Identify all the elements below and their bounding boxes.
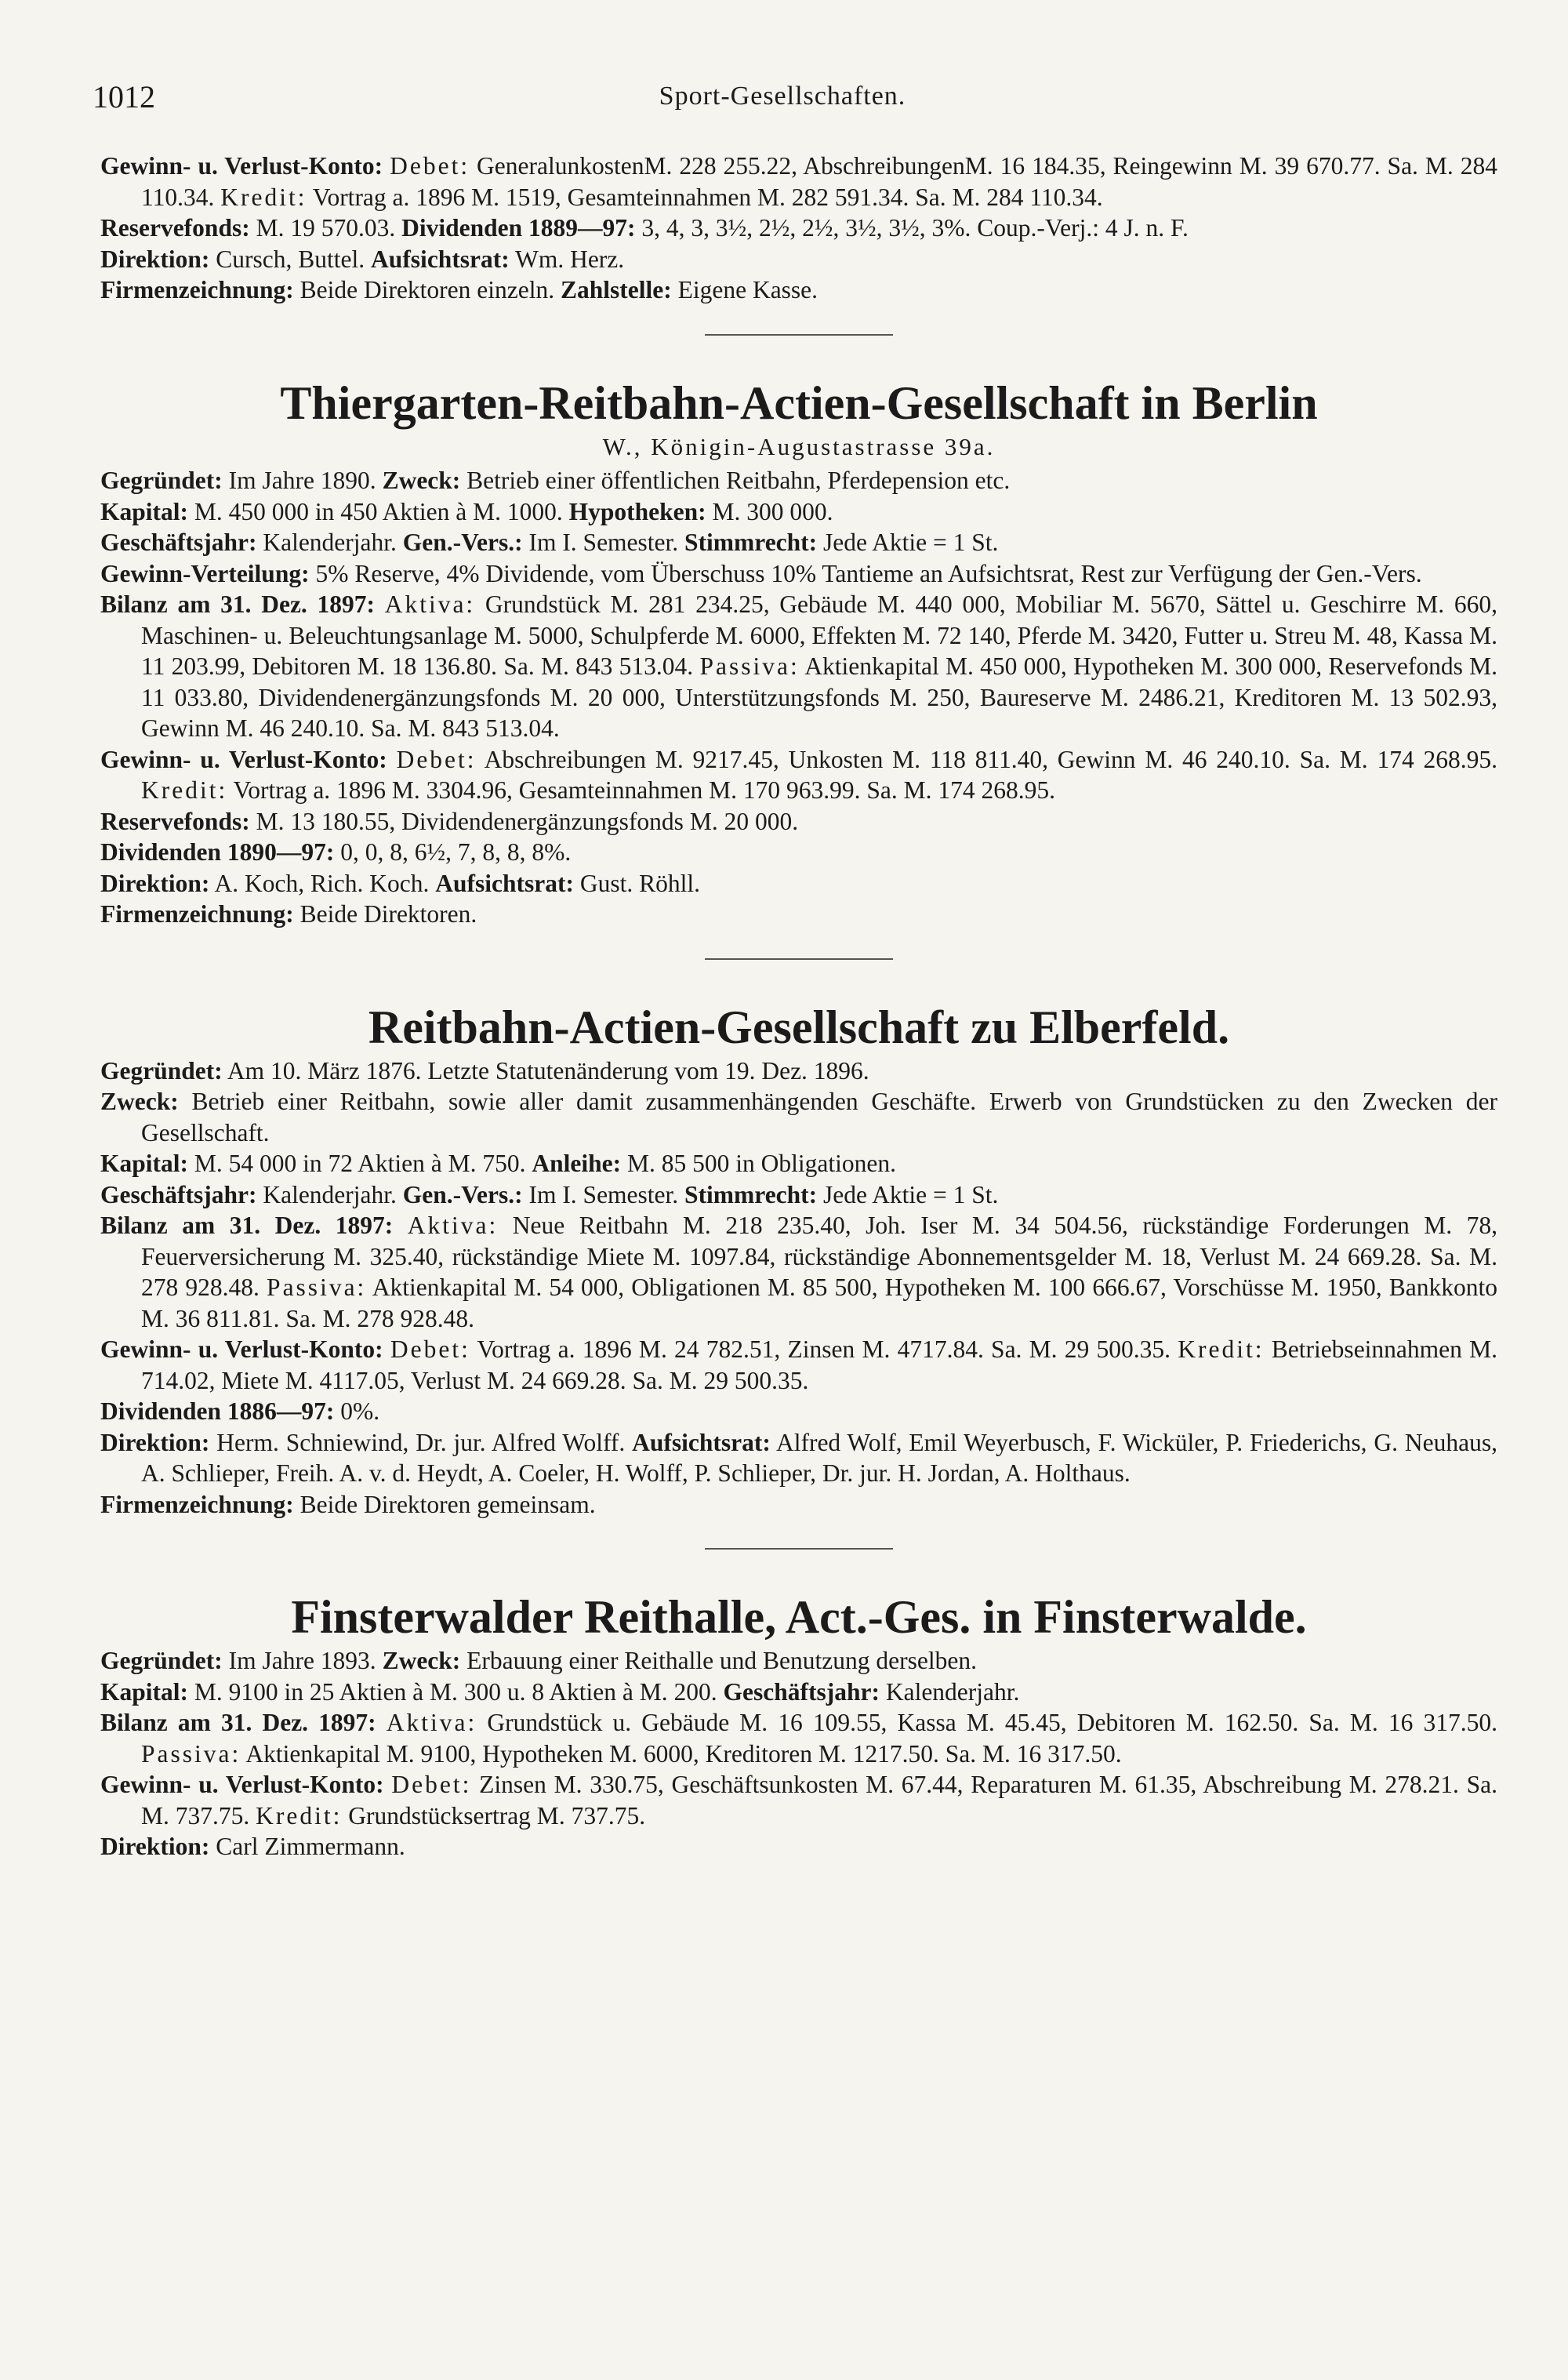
- bilanz: [100, 1707, 1497, 1769]
- reservefonds: [100, 806, 1497, 838]
- label: Aktiva:: [407, 1212, 499, 1239]
- label: Zweck:: [382, 1647, 461, 1674]
- label: Anleihe:: [532, 1150, 622, 1177]
- label: Zahlstelle:: [560, 276, 672, 303]
- label: Gegründet:: [100, 467, 223, 494]
- label: Passiva:: [267, 1274, 367, 1301]
- label: Debet:: [390, 1335, 470, 1363]
- gv-konto: [100, 151, 1497, 213]
- entry-elberfeld: [100, 999, 1497, 1521]
- label: Kapital:: [100, 497, 189, 525]
- label: Aufsichtsrat:: [435, 869, 574, 897]
- label: Direktion:: [100, 245, 210, 273]
- label: Direktion:: [100, 1428, 210, 1456]
- gegruendet: [100, 1645, 1497, 1677]
- label: Bilanz am 31. Dez. 1897:: [100, 590, 375, 618]
- text: Gust. Röhll.: [574, 869, 701, 897]
- label: Aufsichtsrat:: [371, 245, 510, 273]
- text: M. 13 180.55, Dividendenergänzungsfonds M. 20 000.: [249, 807, 799, 835]
- label: Gen.-Vers.:: [402, 1180, 523, 1208]
- gegruendet: [100, 465, 1497, 496]
- label: Firmenzeichnung:: [100, 1490, 294, 1518]
- label: Debet:: [391, 1771, 472, 1798]
- label: Reservefonds:: [100, 214, 250, 242]
- text: M. 85 500 in Obligationen.: [621, 1150, 896, 1177]
- text: Neue Reitbahn M. 218 235.40, Joh. Iser M. 34 504.56, rückständige Forderungen M. 78, Feuerversicherung M. 325.40, rückständige Miete M. 1097.84, rückständige Abonnementsgelder M. 18, Verlust M. 24 669.28. Sa. M. 278 928.48.: [141, 1212, 1497, 1301]
- text: 5% Reserve, 4% Dividende, vom Überschuss 10% Tantieme an Aufsichtsrat, Rest zur Verfügung der Gen.-Vers.: [309, 559, 1422, 587]
- text: M. 54 000 in 72 Aktien à M. 750.: [188, 1150, 532, 1177]
- text: Im Jahre 1893.: [222, 1647, 383, 1674]
- text: Vortrag a. 1896 M. 1519, Gesamteinnahmen M. 282 591.34. Sa. M. 284 110.34.: [307, 183, 1103, 211]
- text: 0, 0, 8, 6½, 7, 8, 8, 8%.: [334, 838, 572, 866]
- entry-finsterwalde: [100, 1589, 1497, 1862]
- text: GeneralunkostenM. 228 255.22, AbschreibungenM. 16 184.35, Reingewinn M. 39 670.77. Sa. M. 284 110.34.: [141, 152, 1498, 211]
- gv-konto: [100, 744, 1497, 806]
- label: Bilanz am 31. Dez. 1897:: [100, 1212, 394, 1239]
- bilanz: [100, 589, 1497, 744]
- label: Firmenzeichnung:: [100, 276, 294, 303]
- label: Dividenden 1886—97:: [100, 1397, 335, 1425]
- label: Gegründet:: [100, 1647, 223, 1674]
- label: Hypotheken:: [568, 497, 706, 525]
- text: Betrieb einer öffentlichen Reitbahn, Pferdepension etc.: [460, 467, 1011, 494]
- text: Carl Zimmermann.: [209, 1833, 405, 1860]
- label: Zweck:: [382, 467, 461, 494]
- text: A. Koch, Rich. Koch.: [209, 869, 436, 897]
- geschaeftsjahr: [100, 527, 1497, 558]
- label: Geschäftsjahr:: [100, 529, 257, 556]
- text: Aktienkapital M. 9100, Hypotheken M. 6000, Kreditoren M. 1217.50. Sa. M. 16 317.50.: [241, 1739, 1122, 1768]
- dividenden: [100, 837, 1497, 868]
- label: Debet:: [396, 745, 477, 773]
- label: Kapital:: [100, 1150, 189, 1177]
- label: Passiva:: [141, 1739, 241, 1768]
- text: Zinsen M. 330.75, Geschäftsunkosten M. 67.44, Reparaturen M. 61.35, Abschreibung M. 278.21. Sa. M. 737.75.: [141, 1771, 1497, 1830]
- text: Aktienkapital M. 450 000, Hypotheken M. 300 000, Reservefonds M. 11 033.80, Dividendenergänzungsfonds M. 20 000, Unterstützungsfonds M. 250, Baureserve M. 2486.21, Kreditoren M. 13 502.93, Gewinn M. 46 240.10. Sa. M. 843 513.04.: [141, 652, 1497, 742]
- text: M. 300 000.: [706, 497, 833, 525]
- direktion: [100, 1831, 1497, 1862]
- text: Im I. Semester.: [522, 529, 685, 556]
- kapital: [100, 496, 1497, 528]
- company-address: W., Königin-Augustastrasse 39a.: [602, 432, 996, 460]
- text: Alfred Wolf, Emil Weyerbusch, F. Wicküler, P. Friederichs, G. Neuhaus, A. Schlieper, Freih. A. v. d. Heydt, A. Coeler, H. Wolff, P. Schlieper, Dr. jur. H. Jordan, A. Holthaus.: [141, 1428, 1497, 1487]
- label: Dividenden 1889—97:: [401, 214, 636, 242]
- text: Grundstücksertrag M. 737.75.: [342, 1801, 646, 1830]
- label: Geschäftsjahr:: [100, 1180, 257, 1208]
- text: Beide Direktoren gemeinsam.: [293, 1490, 596, 1518]
- text: Jede Aktie = 1 St.: [817, 1180, 999, 1208]
- text: Kalenderjahr.: [879, 1677, 1020, 1706]
- text: Kalenderjahr.: [256, 1180, 403, 1208]
- gegruendet: [100, 1056, 1497, 1087]
- text: Aktienkapital M. 54 000, Obligationen M. 85 500, Hypotheken M. 100 666.67, Vorschüsse M. 1950, Bankkonto M. 36 811.81. Sa. M. 278 928.48.: [141, 1274, 1497, 1332]
- label: Zweck:: [100, 1088, 179, 1115]
- label: Reservefonds:: [100, 807, 250, 835]
- separator-rule: [705, 958, 893, 960]
- label: Dividenden 1890—97:: [100, 838, 335, 866]
- label: Stimmrecht:: [684, 529, 818, 556]
- page-number: 1012: [93, 79, 155, 114]
- label: Gewinn- u. Verlust-Konto:: [100, 1771, 384, 1798]
- text: Wm. Herz.: [509, 245, 625, 273]
- company-title: Finsterwalder Reithalle, Act.-Ges. in Finsterwalde.: [291, 1591, 1307, 1643]
- label: Kredit:: [141, 776, 228, 804]
- text: Im I. Semester.: [522, 1180, 685, 1208]
- text: Erbauung einer Reithalle und Benutzung derselben.: [460, 1647, 977, 1674]
- running-title: Sport-Gesellschaften.: [659, 82, 906, 111]
- text: Vortrag a. 1896 M. 24 782.51, Zinsen M. 4717.84. Sa. M. 29 500.35.: [470, 1335, 1178, 1363]
- direktion: [100, 1427, 1497, 1489]
- text: Betriebseinnahmen M. 714.02, Miete M. 4117.05, Verlust M. 24 669.28. Sa. M. 29 500.35.: [141, 1335, 1497, 1394]
- text: Grundstück M. 281 234.25, Gebäude M. 440 000, Mobiliar M. 5670, Sättel u. Geschirre M. 660, Maschinen- u. Beleuchtungsanlage M. 5000, Schulpferde M. 6000, Effekten M. 72 140, Pferde M. 3420, Futter u. Streu M. 48, Kassa M. 11 203.99, Debitoren M. 18 136.80. Sa. M. 843 513.04.: [141, 590, 1497, 680]
- text: 0%.: [334, 1397, 380, 1425]
- label: Debet:: [390, 152, 470, 180]
- separator-rule: [705, 1548, 893, 1550]
- bilanz: [100, 1210, 1497, 1334]
- zweck: [100, 1086, 1497, 1148]
- dividenden: [100, 1396, 1497, 1427]
- reservefonds: [100, 213, 1497, 244]
- text: Cursch, Buttel.: [209, 245, 372, 273]
- label: Direktion:: [100, 869, 210, 897]
- gv-konto: [100, 1769, 1497, 1831]
- label: Aktiva:: [386, 1709, 477, 1736]
- text: Vortrag a. 1896 M. 3304.96, Gesamteinnahmen M. 170 963.99. Sa. M. 174 268.95.: [227, 776, 1055, 804]
- direktion: [100, 868, 1497, 899]
- text: 3, 4, 3, 3½, 2½, 2½, 3½, 3½, 3%. Coup.-Verj.: 4 J. n. F.: [635, 214, 1189, 242]
- text: Eigene Kasse.: [671, 276, 818, 303]
- firmenzeichnung: [100, 899, 1497, 930]
- company-title: Reitbahn-Actien-Gesellschaft zu Elberfeld.: [368, 1001, 1230, 1053]
- entry-thiergarten: [100, 375, 1497, 930]
- direktion: [100, 244, 1497, 275]
- kapital: [100, 1677, 1497, 1708]
- text: Betrieb einer Reitbahn, sowie aller damit zusammenhängenden Geschäfte. Erwerb von Grundstücken zu den Zwecken der Gesellschaft.: [141, 1088, 1497, 1146]
- label: Gewinn- u. Verlust-Konto:: [100, 152, 383, 180]
- text: Beide Direktoren.: [293, 900, 477, 928]
- page-header: [93, 78, 1472, 125]
- label: Kredit:: [256, 1801, 343, 1830]
- content: [100, 151, 1497, 1862]
- firmenzeichnung: [100, 1489, 1497, 1521]
- label: Direktion:: [100, 1833, 210, 1860]
- label: Gewinn-Verteilung:: [100, 559, 310, 587]
- text: Am 10. März 1876. Letzte Statutenänderung vom 19. Dez. 1896.: [222, 1056, 869, 1085]
- label: Gewinn- u. Verlust-Konto:: [100, 745, 387, 773]
- text: Jede Aktie = 1 St.: [817, 529, 999, 556]
- label: Kredit:: [1178, 1335, 1265, 1363]
- text: Herm. Schniewind, Dr. jur. Alfred Wolff.: [209, 1428, 633, 1456]
- text: Im Jahre 1890.: [222, 467, 383, 494]
- label: Aktiva:: [384, 590, 476, 618]
- text: Kalenderjahr.: [256, 529, 403, 556]
- text: M. 19 570.03.: [249, 214, 402, 242]
- separator-rule: [705, 334, 893, 336]
- label: Geschäftsjahr:: [723, 1677, 880, 1706]
- text: M. 9100 in 25 Aktien à M. 300 u. 8 Aktien à M. 200.: [188, 1677, 724, 1706]
- gewinn-verteilung: [100, 558, 1497, 590]
- text: Grundstück u. Gebäude M. 16 109.55, Kassa M. 45.45, Debitoren M. 162.50. Sa. M. 16 317.50.: [477, 1709, 1498, 1736]
- text: Beide Direktoren einzeln.: [293, 276, 561, 303]
- label: Gen.-Vers.:: [402, 529, 523, 556]
- label: Gewinn- u. Verlust-Konto:: [100, 1335, 383, 1363]
- company-title: Thiergarten-Reitbahn-Actien-Gesellschaft in Berlin: [280, 376, 1318, 429]
- label: Kapital:: [100, 1677, 189, 1706]
- label: Firmenzeichnung:: [100, 900, 294, 928]
- text: M. 450 000 in 450 Aktien à M. 1000.: [188, 497, 569, 525]
- entry-previous-continued: [100, 151, 1497, 306]
- text: Abschreibungen M. 9217.45, Unkosten M. 118 811.40, Gewinn M. 46 240.10. Sa. M. 174 268.95.: [476, 745, 1498, 773]
- kapital: [100, 1148, 1497, 1179]
- label: Kredit:: [220, 183, 307, 211]
- geschaeftsjahr: [100, 1179, 1497, 1211]
- label: Gegründet:: [100, 1056, 223, 1085]
- gv-konto: [100, 1334, 1497, 1396]
- label: Stimmrecht:: [684, 1180, 818, 1208]
- label: Aufsichtsrat:: [632, 1428, 771, 1456]
- label: Bilanz am 31. Dez. 1897:: [100, 1709, 376, 1736]
- firmenzeichnung: [100, 274, 1497, 306]
- label: Passiva:: [699, 652, 800, 680]
